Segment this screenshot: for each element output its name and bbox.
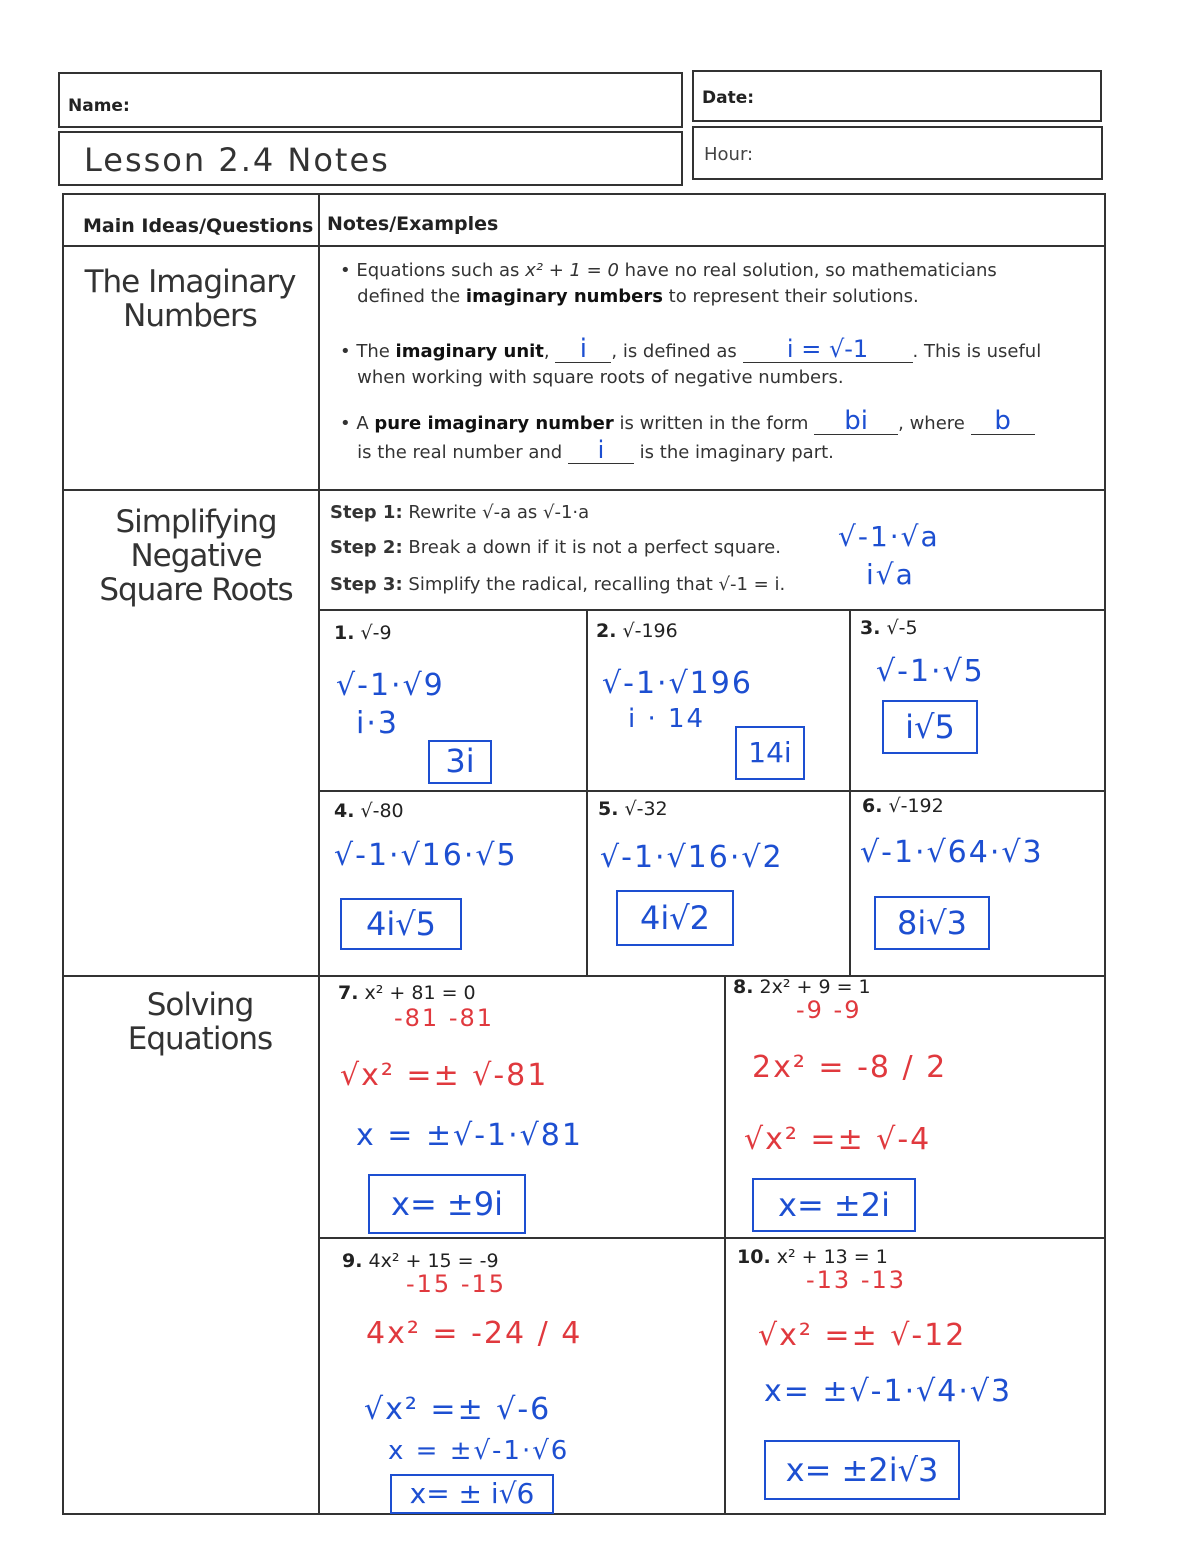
- problem-10: [737, 1246, 888, 1268]
- work-line: i · 14: [628, 704, 706, 734]
- work-line: √-1·√5: [876, 654, 985, 689]
- hand-note: √-1·√a: [838, 520, 940, 553]
- main-idea-simplifying: Simplifying Negative Square Roots: [99, 504, 293, 608]
- col1-header: Main Ideas/Questions: [83, 215, 314, 237]
- step-text: Rewrite √-a as √-1·a: [408, 502, 590, 523]
- work-line: √-1·√16·√5: [334, 838, 518, 873]
- answer-box: 3i: [428, 740, 492, 784]
- problem-expression: x² + 13 = 1: [776, 1246, 888, 1268]
- problem-8: [733, 976, 871, 998]
- divider: [318, 609, 1104, 611]
- step-1: [330, 502, 589, 523]
- work-line: -13 -13: [806, 1266, 907, 1294]
- divider: [318, 790, 1104, 792]
- problem-expression: √-196: [622, 620, 678, 642]
- work-line: √-1·√16·√2: [600, 840, 784, 875]
- problem-5: [598, 798, 668, 820]
- step-text: Break a down if it is not a perfect square.: [408, 537, 781, 558]
- work-line: √x² =± √-6: [364, 1392, 552, 1427]
- problem-expression: √-32: [624, 798, 668, 820]
- hour-field: [692, 126, 1103, 180]
- problem-1: [334, 622, 392, 644]
- term-imaginary-unit: imaginary unit: [395, 341, 544, 362]
- col2-header: Notes/Examples: [327, 213, 499, 235]
- bullet-3: • A pure imaginary number is written in the form bi , where b is the real number and i is the imaginary part.: [340, 408, 1080, 466]
- text: have no real solution, so mathematicians: [618, 260, 997, 281]
- problem-number: 9.: [342, 1250, 363, 1272]
- work-line: √x² =± √-4: [744, 1122, 932, 1157]
- blank-answer: b: [971, 408, 1035, 435]
- answer-box: 4i√2: [616, 890, 734, 946]
- text: A: [356, 413, 375, 434]
- main-idea-imaginary-numbers: The Imaginary Numbers: [84, 264, 296, 334]
- hand-note: i√a: [866, 558, 915, 591]
- blank-answer: i: [568, 437, 634, 464]
- work-line: i·3: [356, 706, 399, 741]
- text: when working with square roots of negative numbers.: [357, 367, 844, 388]
- name-field: [58, 72, 683, 128]
- problem-number: 10.: [737, 1246, 771, 1268]
- main-idea-solving-equations: Solving Equations: [127, 987, 273, 1057]
- date-label: Date:: [702, 88, 755, 108]
- problem-number: 2.: [596, 620, 617, 642]
- divider: [586, 609, 588, 975]
- name-label: Name:: [68, 96, 130, 116]
- text: is the imaginary part.: [639, 442, 834, 463]
- problem-expression: √-5: [886, 617, 918, 639]
- divider: [64, 489, 1104, 491]
- problem-9: [342, 1250, 499, 1272]
- divider: [724, 975, 726, 1513]
- text: , is defined as: [611, 341, 737, 362]
- text: Equations such as: [356, 260, 526, 281]
- step-3: [330, 574, 785, 595]
- text: is the real number and: [357, 442, 563, 463]
- problem-number: 5.: [598, 798, 619, 820]
- problem-expression: 4x² + 15 = -9: [368, 1250, 499, 1272]
- work-line: √-1·√64·√3: [860, 835, 1044, 870]
- work-line: √-1·√196: [602, 666, 753, 701]
- problem-expression: √-80: [360, 800, 404, 822]
- divider: [64, 975, 1104, 977]
- step-label: Step 3:: [330, 574, 403, 595]
- blank-answer: i: [555, 336, 611, 363]
- problem-2: [596, 620, 678, 642]
- divider: [318, 195, 320, 1513]
- problem-number: 4.: [334, 800, 355, 822]
- text: , where: [898, 413, 965, 434]
- term-pure-imaginary-number: pure imaginary number: [374, 413, 614, 434]
- problem-number: 7.: [338, 982, 359, 1004]
- problem-number: 1.: [334, 622, 355, 644]
- answer-box: 14i: [735, 726, 805, 780]
- term-imaginary-numbers: imaginary numbers: [465, 286, 663, 307]
- work-line: 4x² = -24 / 4: [366, 1316, 583, 1351]
- work-line: x = ±√-1·√6: [388, 1436, 570, 1466]
- step-label: Step 1:: [330, 502, 403, 523]
- answer-box: 4i√5: [340, 898, 462, 950]
- text: is written in the form: [613, 413, 809, 434]
- problem-expression: √-192: [888, 795, 944, 817]
- step-text: Simplify the radical, recalling that √-1 = i.: [408, 574, 786, 595]
- problem-3: [860, 617, 918, 639]
- problem-expression: √-9: [360, 622, 392, 644]
- problem-number: 3.: [860, 617, 881, 639]
- text: . This is useful: [912, 341, 1042, 362]
- hour-label: Hour:: [704, 144, 754, 165]
- problem-number: 6.: [862, 795, 883, 817]
- problem-number: 8.: [733, 976, 754, 998]
- work-line: √x² =± √-12: [758, 1318, 967, 1353]
- work-line: -15 -15: [406, 1270, 507, 1298]
- answer-box: x= ±9i: [368, 1174, 526, 1234]
- divider: [849, 609, 851, 975]
- page-title: Lesson 2.4 Notes: [84, 141, 390, 179]
- problem-4: [334, 800, 404, 822]
- text: The: [356, 341, 396, 362]
- equation: x² + 1 = 0: [525, 260, 619, 281]
- divider: [318, 1237, 1104, 1239]
- date-field: [692, 70, 1102, 122]
- work-line: x = ±√-1·√81: [356, 1118, 583, 1153]
- problem-6: [862, 795, 944, 817]
- blank-answer: i = √-1: [743, 336, 913, 363]
- work-line: -9 -9: [796, 996, 862, 1024]
- work-line: √x² =± √-81: [340, 1058, 549, 1093]
- work-line: √-1·√9: [336, 668, 445, 703]
- text: defined the: [357, 286, 466, 307]
- bullet-1: • Equations such as x² + 1 = 0 have no real solution, so mathematicians defined the imaginary numbers to represent their solutions.: [340, 260, 997, 307]
- blank-answer: bi: [814, 408, 898, 435]
- work-line: x= ±√-1·√4·√3: [764, 1374, 1013, 1409]
- divider: [64, 245, 1104, 247]
- answer-box: x= ±2i: [752, 1178, 916, 1232]
- answer-box: x= ± i√6: [390, 1474, 554, 1514]
- problem-7: [338, 982, 476, 1004]
- answer-box: 8i√3: [874, 896, 990, 950]
- answer-box: i√5: [882, 700, 978, 754]
- text: ,: [543, 341, 550, 362]
- problem-expression: 2x² + 9 = 1: [759, 976, 871, 998]
- work-line: -81 -81: [394, 1004, 495, 1032]
- title-field: [58, 131, 683, 186]
- problem-expression: x² + 81 = 0: [364, 982, 476, 1004]
- bullet-2: • The imaginary unit, i , is defined as i = √-1 . This is useful when working with square roots of negative numbers.: [340, 334, 1042, 388]
- work-line: 2x² = -8 / 2: [752, 1050, 948, 1085]
- text: to represent their solutions.: [662, 286, 919, 307]
- step-label: Step 2:: [330, 537, 403, 558]
- answer-box: x= ±2i√3: [764, 1440, 960, 1500]
- step-2: [330, 537, 781, 558]
